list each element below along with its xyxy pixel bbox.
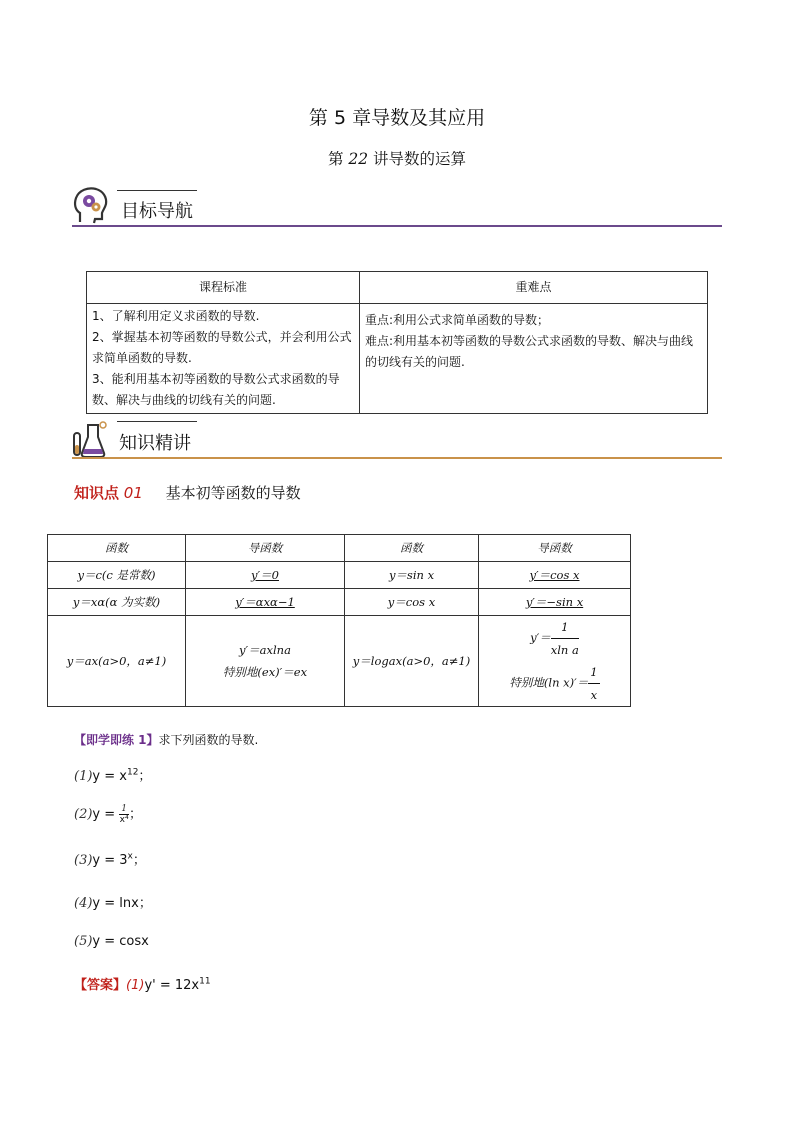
deriv-header: 函数	[345, 535, 479, 562]
deriv-cell: y＝sin x	[345, 562, 479, 589]
answer-line: 【答案】$(1)y' = 12x^{11}$	[74, 976, 211, 993]
keypoint-item: 难点:利用基本初等函数的导数公式求函数的导数、解决与曲线的切线有关的问题.	[365, 334, 694, 369]
practice-prompt: 求下列函数的导数.	[158, 733, 259, 747]
practice-item: (4)y = lnx；	[74, 896, 152, 911]
standard-item: 2、掌握基本初等函数的导数公式，并会利用公式求简单函数的导数.	[92, 330, 352, 365]
standard-item: 1、了解利用定义求函数的导数.	[92, 309, 260, 323]
deriv-cell: y＝cos x	[345, 589, 479, 616]
kp-title: 基本初等函数的导数	[165, 484, 301, 502]
goals-header-standard: 课程标准	[87, 272, 360, 304]
practice-item: $(1)y = x^{12}$；	[74, 767, 152, 784]
practice-heading	[74, 731, 258, 748]
practice-item: $(3)y = 3^x$；	[74, 851, 146, 868]
derivative-table	[47, 534, 631, 707]
goals-table	[86, 271, 708, 414]
kp-number: 01	[123, 484, 143, 502]
deriv-header: 导函数	[186, 535, 345, 562]
deriv-cell: y′＝ $\frac{1}{\text{xln a}}$ 特别地(ln x)′＝ $\frac{1}{x}$	[479, 616, 631, 707]
deriv-cell: y′＝−sin x	[479, 589, 631, 616]
brain-gears-icon	[72, 186, 110, 226]
practice-tag: 【即学即练 1】	[74, 733, 159, 747]
section-title-knowledge: 知识精讲	[119, 433, 191, 454]
keypoint-item: 重点:利用公式求简单函数的导数；	[365, 313, 550, 327]
standards-cell	[87, 304, 360, 414]
chapter-title: 第 5 章导数及其应用	[308, 107, 486, 129]
section-title-goals: 目标导航	[121, 201, 193, 222]
section-divider-short	[117, 190, 197, 191]
standard-item: 3、能利用基本初等函数的导数公式求函数的导数、解决与曲线的切线有关的问题.	[92, 372, 340, 407]
deriv-cell: y＝ax(a>0，a≠1)	[48, 616, 186, 707]
section-divider-short	[117, 421, 197, 422]
deriv-cell: y′＝axlna 特别地(ex)′＝ex	[186, 616, 345, 707]
keypoints-cell	[360, 304, 708, 414]
knowledge-point-heading	[74, 482, 301, 503]
section-rule-goals	[72, 225, 722, 227]
deriv-header: 函数	[48, 535, 186, 562]
deriv-cell: y＝c(c 是常数)	[48, 562, 186, 589]
section-rule-knowledge	[72, 457, 722, 459]
deriv-cell: y′＝αxα−1	[186, 589, 345, 616]
deriv-cell: y＝xα(α 为实数)	[48, 589, 186, 616]
answer-tag: 【答案】	[74, 978, 127, 993]
deriv-cell: y′＝cos x	[479, 562, 631, 589]
practice-item: (2)y = $\frac{1}{\text{x⁴}}$ ；	[74, 804, 143, 825]
lecture-title: 第 22 讲导数的运算	[327, 150, 467, 168]
kp-label: 知识点	[74, 484, 120, 502]
deriv-header: 导函数	[479, 535, 631, 562]
practice-item: (5)y = cosx	[74, 934, 149, 949]
goals-header-keypoints: 重难点	[360, 272, 708, 304]
lab-flask-icon	[70, 419, 108, 459]
deriv-cell: y＝logax(a>0，a≠1)	[345, 616, 479, 707]
deriv-cell: y′＝0	[186, 562, 345, 589]
